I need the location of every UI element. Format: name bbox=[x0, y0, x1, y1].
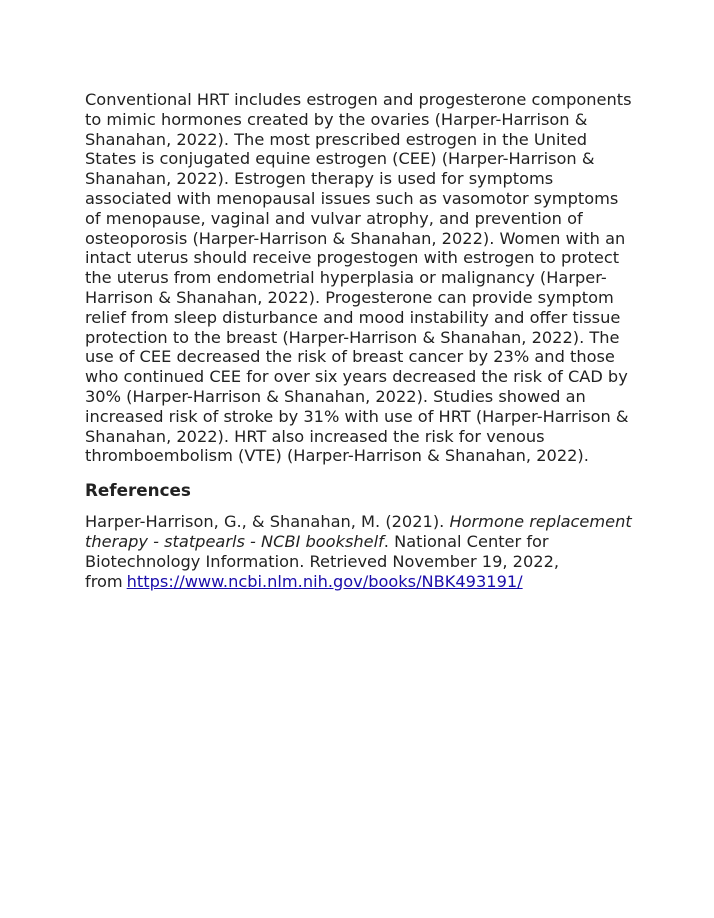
citation-authors: Harper-Harrison, G., & Shanahan, M. (2021). bbox=[85, 512, 445, 532]
citation-link[interactable]: https://www.ncbi.nlm.nih.gov/books/NBK493191/ bbox=[126, 571, 523, 591]
references-heading: References bbox=[85, 480, 191, 501]
document-page bbox=[85, 90, 635, 591]
body-paragraph: Conventional HRT includes estrogen and progesterone components to mimic hormones created by the ovaries (Harper-Harrison & Shanahan, 2022). The most prescribed estrogen in the United States is conjugated equine estrogen (CEE) (Harper-Harrison & Shanahan, 2022). Estrogen therapy is used for symptoms associated with menopausal issues such as vasomotor symptoms of menopause, vaginal and vulvar atrophy, and prevention of osteoporosis (Harper-Harrison & Shanahan, 2022). Women with an intact uterus should receive progestogen with estrogen to protect the uterus from endometrial hyperplasia or malignancy (Harper-Harrison & Shanahan, 2022). Progesterone can provide symptom relief from sleep disturbance and mood instability and offer tissue protection to the breast (Harper-Harrison & Shanahan, 2022). The use of CEE decreased the risk of breast cancer by 23% and those who continued CEE for over six years decreased the risk of CAD by 30% (Harper-Harrison & Shanahan, 2022). Studies showed an increased risk of stroke by 31% with use of HRT (Harper-Harrison & Shanahan, 2022). HRT also increased the risk for venous thromboembolism (VTE) (Harper-Harrison & Shanahan, 2022). bbox=[85, 90, 632, 466]
citation-details: . National Center for Biotechnology Information. Retrieved November 19, 2022, from bbox=[85, 531, 560, 591]
citation-title: Hormone replacement therapy - statpearls - NCBI bookshelf bbox=[85, 512, 632, 551]
reference-citation bbox=[85, 512, 635, 591]
